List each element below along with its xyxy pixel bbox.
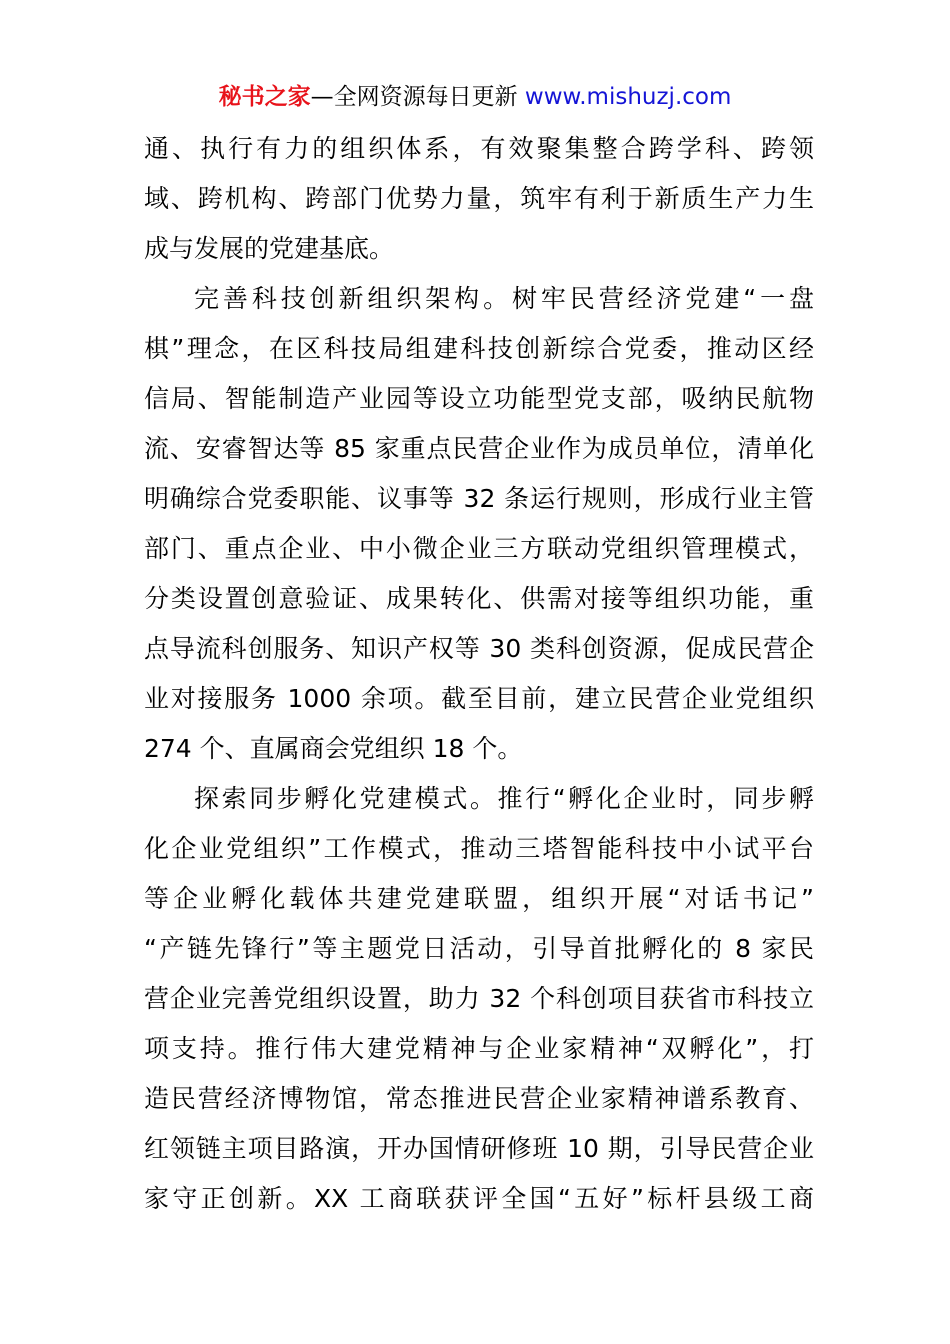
text-line: 通、执行有力的组织体系，有效聚集整合跨学科、跨领 — [144, 134, 814, 163]
text-line: 部门、重点企业、中小微企业三方联动党组织管理模式， — [144, 534, 814, 563]
text-line: 造民营经济博物馆，常态推进民营企业家精神谱系教育、 — [144, 1084, 814, 1113]
text-line: 274 个、直属商会党组织 18 个。 — [144, 734, 523, 763]
document-body — [144, 124, 814, 1224]
text-line: “产链先锋行”等主题党日活动，引导首批孵化的 8 家民 — [144, 934, 814, 963]
text-line: 化企业党组织”工作模式，推动三塔智能科技中小试平台 — [144, 834, 814, 863]
text-line: 棋”理念，在区科技局组建科技创新综合党委，推动区经 — [144, 334, 814, 363]
text-line: 点导流科创服务、知识产权等 30 类科创资源，促成民营企 — [144, 634, 814, 663]
text-line: 项支持。推行伟大建党精神与企业家精神“双孵化”，打 — [144, 1034, 814, 1063]
text-line: 家守正创新。XX 工商联获评全国“五好”标杆县级工商 — [144, 1184, 814, 1213]
text-line: 营企业完善党组织设置，助力 32 个科创项目获省市科技立 — [144, 984, 814, 1013]
text-line: 红领链主项目路演，开办国情研修班 10 期，引导民营企业 — [144, 1134, 814, 1163]
text-line: 流、安睿智达等 85 家重点民营企业作为成员单位，清单化 — [144, 434, 814, 463]
text-line: 成与发展的党建基底。 — [144, 234, 395, 263]
text-line: 业对接服务 1000 余项。截至目前，建立民营企业党组织 — [144, 684, 814, 713]
site-header — [0, 82, 950, 112]
site-url[interactable]: www.mishuzj.com — [524, 84, 732, 110]
site-tagline: —全网资源每日更新 — [310, 84, 525, 110]
text-line: 等企业孵化载体共建党建联盟，组织开展“对话书记” — [144, 884, 814, 913]
section-heading-line: 探索同步孵化党建模式。推行“孵化企业时，同步孵 — [194, 784, 814, 813]
section-heading-line: 完善科技创新组织架构。树牢民营经济党建“一盘 — [194, 284, 814, 313]
text-line: 域、跨机构、跨部门优势力量，筑牢有利于新质生产力生 — [144, 184, 814, 213]
site-brand: 秘书之家 — [218, 84, 311, 110]
text-line: 信局、智能制造产业园等设立功能型党支部，吸纳民航物 — [144, 384, 814, 413]
text-line: 分类设置创意验证、成果转化、供需对接等组织功能，重 — [144, 584, 814, 613]
text-line: 明确综合党委职能、议事等 32 条运行规则，形成行业主管 — [144, 484, 814, 513]
